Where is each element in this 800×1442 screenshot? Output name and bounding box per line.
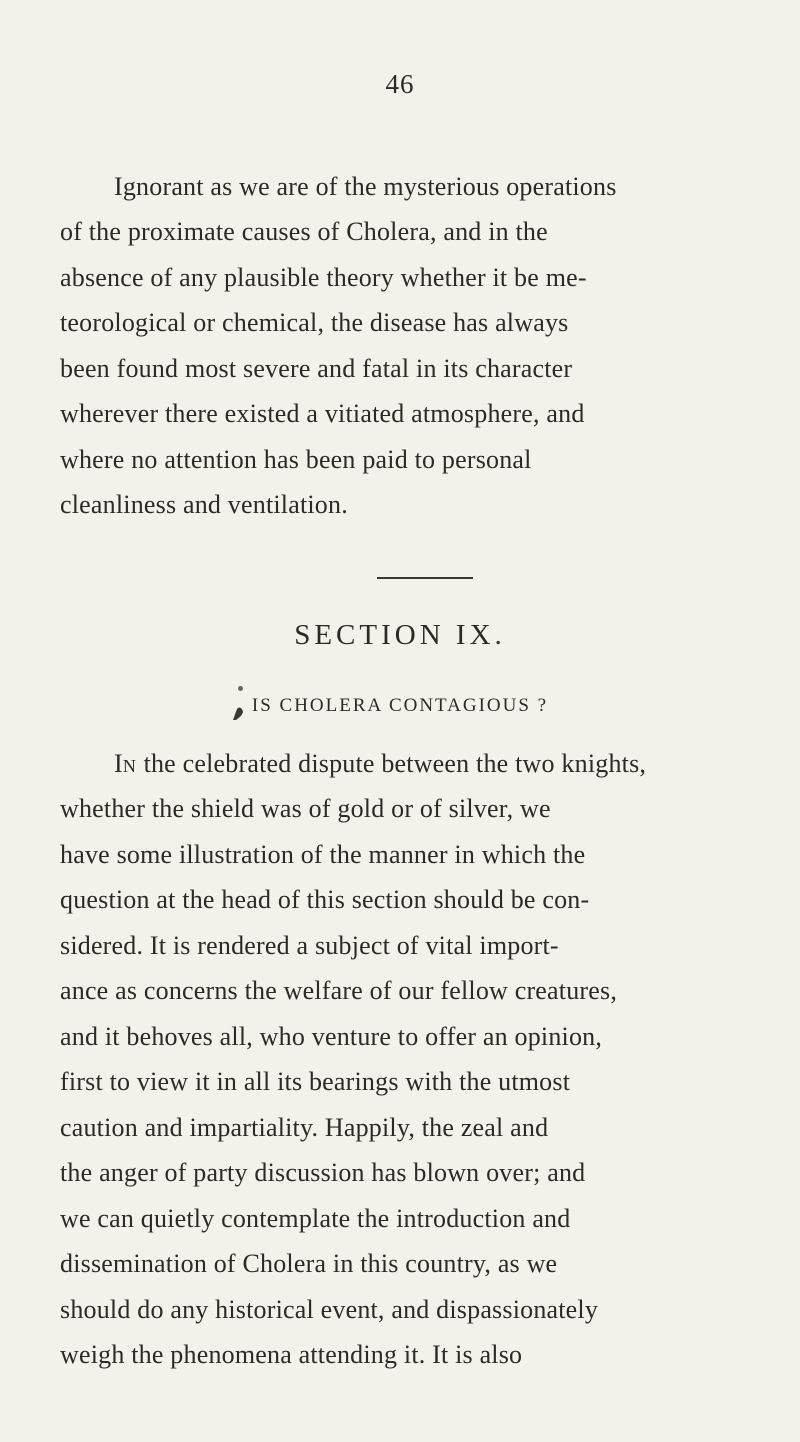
text-line: whether the shield was of gold or of silver, we [60, 794, 551, 823]
text-line: been found most severe and fatal in its character [60, 354, 573, 383]
text-line: where no attention has been paid to personal [60, 445, 532, 474]
text-line: first to view it in all its bearings with the utmost [60, 1067, 571, 1096]
text-line: teorological or chemical, the disease has always [60, 308, 569, 337]
text-line: of the proximate causes of Cholera, and in the [60, 217, 548, 246]
first-line-rest: the celebrated dispute between the two knights, [143, 749, 647, 778]
text-line-first [114, 748, 646, 782]
text-line: cleanliness and ventilation. [60, 490, 348, 519]
text-line: weigh the phenomena attending it. It is also [60, 1340, 523, 1369]
page-number: 46 [385, 69, 415, 99]
text-line: question at the head of this section should be con- [60, 885, 590, 914]
text-line: we can quietly contemplate the introduction and [60, 1204, 571, 1233]
section-subtitle: IS CHOLERA CONTAGIOUS ? [251, 695, 549, 716]
text-line: ance as concerns the welfare of our fellow creatures, [60, 976, 618, 1005]
text-line: dissemination of Cholera in this country, as we [60, 1249, 558, 1278]
text-line: should do any historical event, and dispassionately [60, 1295, 599, 1324]
text-line: the anger of party discussion has blown over; and [60, 1158, 586, 1187]
first-letter: I [114, 749, 123, 778]
text-line: caution and impartiality. Happily, the zeal and [60, 1113, 549, 1142]
text-line: absence of any plausible theory whether it be me- [60, 263, 587, 292]
first-word-rest: N [122, 756, 137, 776]
text-line: and it behoves all, who venture to offer an opinion, [60, 1022, 603, 1051]
text-line: Ignorant as we are of the mysterious operations [114, 172, 617, 201]
section-heading: SECTION IX. [294, 619, 506, 651]
text-line: have some illustration of the manner in which the [60, 840, 586, 869]
text-line: wherever there existed a vitiated atmosphere, and [60, 399, 585, 428]
text-line: sidered. It is rendered a subject of vital import- [60, 931, 559, 960]
